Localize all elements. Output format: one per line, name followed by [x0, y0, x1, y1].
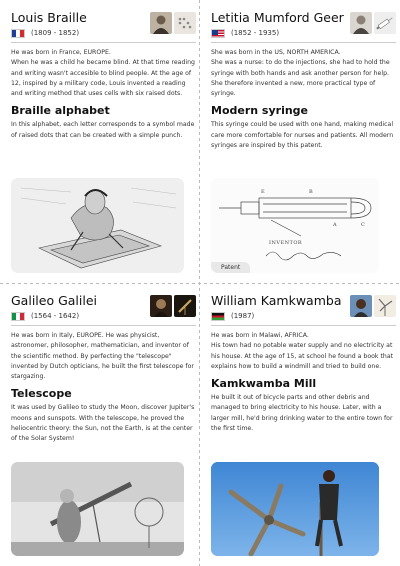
intro-text: He was born in Malawi, AFRICA.: [211, 332, 309, 339]
header-divider: [211, 325, 396, 326]
story-text: She was a nurse: to do the injections, she had to hold the syringe with both hands and ask another person for help. She therefore invented a new, more practical type of syringe.: [211, 59, 390, 98]
invention-heading: Telescope: [11, 387, 72, 401]
telescope-thumbnail: [174, 295, 196, 317]
card-braille: [11, 10, 196, 141]
inventor-dates: (1809 - 1852): [31, 29, 80, 37]
syringe-patent-drawing: [211, 178, 379, 273]
invention-text: It was used by Galileo to study the Moon, discover Jupiter's moons and sunspots. With the telescope, he proved the heliocentric theory: the Sun, not the Earth, is at the center of the Solar System!: [11, 404, 195, 443]
svg-text:B: B: [309, 189, 313, 195]
portrait-thumbnail: [350, 295, 372, 317]
card-kamkwamba: [211, 293, 396, 434]
intro-text: She was born in the US, NORTH AMERICA.: [211, 49, 341, 56]
header-divider: [11, 325, 196, 326]
card-geer: [211, 10, 396, 151]
intro-text: He was born in Italy, EUROPE. He was physicist, astronomer, philosopher, mathematician, and inventor of the scientific method. By perfecting the "telescope" invented by Dutch opticians, he built the first telescope for stargazing.: [11, 332, 194, 381]
invention-text: This syringe could be used with one hand, making medical care more comfortable for nurses and patients. All modern syringes are inspired by this patent.: [211, 121, 394, 150]
intro-text: He was born in France, EUROPE.: [11, 49, 111, 56]
invention-heading: Modern syringe: [211, 104, 309, 118]
braille-illustration: [11, 178, 184, 273]
svg-text:C: C: [361, 222, 365, 228]
inventor-name: Galileo Galilei: [11, 293, 98, 308]
france-flag-icon: [11, 29, 25, 38]
telescope-illustration: [11, 462, 184, 556]
italy-flag-icon: [11, 312, 25, 321]
portrait-thumbnail: [350, 12, 372, 34]
windmill-thumbnail: [374, 295, 396, 317]
thumbnails: [150, 295, 196, 317]
windmill-photo: [211, 462, 379, 556]
portrait-thumbnail: [150, 295, 172, 317]
malawi-flag-icon: [211, 312, 225, 321]
usa-flag-icon: [211, 29, 225, 38]
inventor-dates: (1564 - 1642): [31, 312, 80, 320]
inventor-dates: (1987): [231, 312, 255, 320]
inventor-name: William Kamkwamba: [211, 293, 342, 308]
braille-thumbnail: [174, 12, 196, 34]
syringe-thumbnail: [374, 12, 396, 34]
inventor-name: Louis Braille: [11, 10, 87, 25]
invention-text: In this alphabet, each letter corresponds to a symbol made of raised dots that can be created with a simple punch.: [11, 121, 195, 139]
header-divider: [211, 42, 396, 43]
svg-text:E: E: [261, 189, 265, 195]
inventor-name: Letitia Mumford Geer: [211, 10, 344, 25]
header-divider: [11, 42, 196, 43]
story-text: When he was a child he became blind. At that time reading and writing wasn't accesible to blind people. At the age of 12, inspired by a military code, Louis invented a reading and writing method that uses cells with six raised dots.: [11, 59, 195, 98]
invention-heading: Braille alphabet: [11, 104, 110, 118]
story-text: His town had no potable water supply and no electricity at his house. At the age of 15, at school he found a book that explains how to build a windmill and tried to build one.: [211, 342, 394, 370]
portrait-thumbnail: [150, 12, 172, 34]
thumbnails: [350, 295, 396, 317]
patent-label: Patent: [211, 262, 250, 273]
inventor-dates: (1852 - 1935): [231, 29, 280, 37]
invention-text: He built it out of bicycle parts and other debris and managed to bring electricity to his house. Later, with a larger mill, he'd bring drinking water to the entire town for the first time.: [211, 394, 393, 433]
svg-text:A: A: [333, 222, 337, 228]
card-galilei: [11, 293, 196, 445]
horizontal-cut-line: [0, 283, 400, 284]
thumbnails: [350, 12, 396, 34]
thumbnails: [150, 12, 196, 34]
svg-text:INVENTOR: INVENTOR: [269, 240, 303, 246]
invention-heading: Kamkwamba Mill: [211, 377, 317, 391]
